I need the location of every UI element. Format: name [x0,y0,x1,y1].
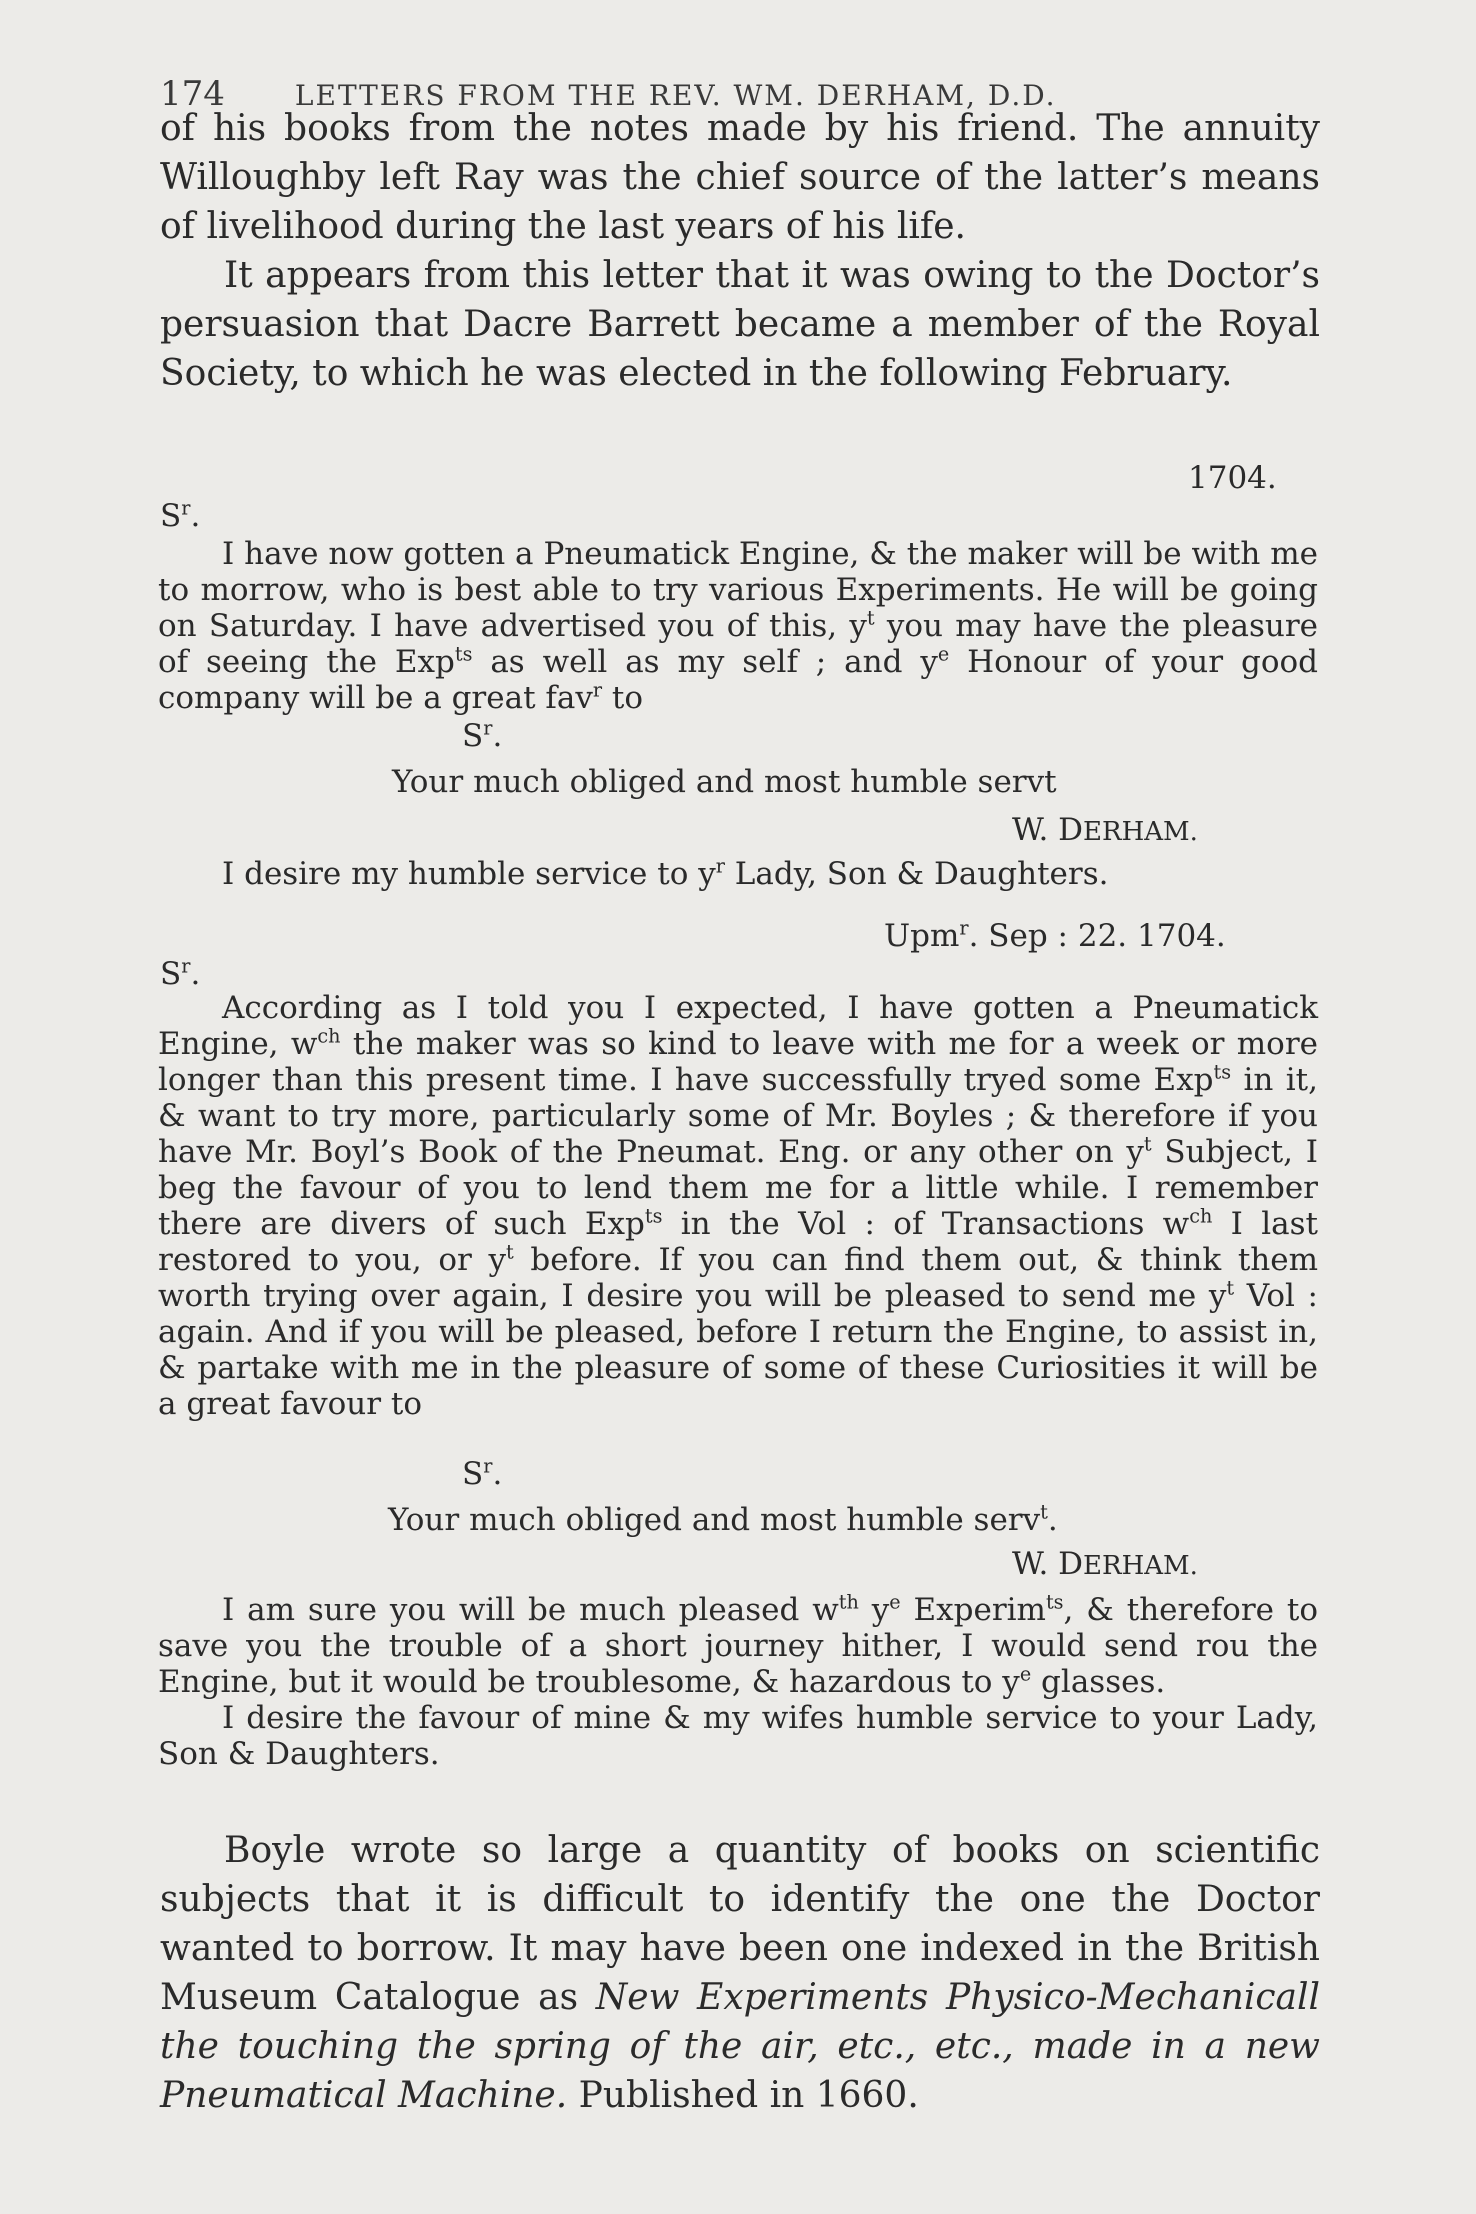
intro-text [160,104,1320,398]
letter2-postscript: I am sure you will be much pleased $w^{th}$ $y^e$ Experim$^{ts}$, & therefore to save you the trouble of a short journey hither, I would send rou the Engine, but it would be troublesome, & hazardous to $y^e$ glasses. I desire the favour of mine & my wifes humble service to your Lady, Son & Daughters. [158,1590,1319,1772]
outro-text: Boyle wrote so large a quantity of books on scientific subjects that it is difficult to identify the one the Doctor wanted to borrow. It may have been one indexed in the British Museum Catalogue as New Experiments Physico-Mechanicall the touching the spring of the air, etc., etc., made in a new Pneumatical Machine. Published in 1660. [160,1830,1321,2116]
letter1-closing: Your much obliged and most humble servt [392,764,1057,800]
book-title: New Experiments Physico-Mechanicall the touching the spring of the air, etc., etc., made in a new Pneumatical Machine. [160,1977,1321,2116]
letter2-signature: W. DERHAM. [1012,1546,1198,1582]
intro-paragraph-1: of his books from the notes made by his friend. The annuity Willoughby left Ray was the chief source of the latter’s means of livelihood during the last years of his life. [160,108,1320,247]
intro-paragraph-2: It appears from this letter that it was owing to the Doctor’s persuasion that Dacre Barrett became a member of the Royal Society, to which he was elected in the following February. [160,255,1320,394]
letter2-closing-sir: $S^r$. [462,1454,503,1492]
running-title: LETTERS FROM THE REV. WM. DERHAM, D.D. [294,79,1057,112]
letter2-date: Upm$^r$. Sep : 22. 1704. [884,916,1226,954]
letter1-date: 1704. [1188,460,1277,496]
letter1-postscript: I desire my humble service to $y^r$ Lady, Son & Daughters. [222,854,1109,892]
letter1-closing-sir: $S^r$. [462,716,503,754]
page-number: 174 [160,74,225,114]
letter2-closing: Your much obliged and most humble serv$^t$. [388,1500,1058,1538]
letter2-salutation: $S^r$. [160,954,201,992]
letter1-body: I have now gotten a Pneumatick Engine, & the maker will be with me to morrow, who is best able to try various Experiments. He will be going on Saturday. I have advertised you of this, $y^t$ you may have the pleasure of seeing the Exp$^{ts}$ as well as my self ; and $y^e$ Honour of your good company will be a great fav$^r$ to [158,536,1318,716]
letter1-salutation: $S^r$. [160,496,201,534]
letter1-signature: W. DERHAM. [1012,812,1198,848]
letter2-body: According as I told you I expected, I have gotten a Pneumatick Engine, $w^{ch}$ the maker was so kind to leave with me for a week or more longer than this present time. I have successfully tryed some Exp$^{ts}$ in it, & want to try more, particularly some of Mr. Boyles ; & therefore if you have Mr. Boyl’s Book of the Pneumat. Eng. or any other on $y^t$ Subject, I beg the favour of you to lend them me for a little while. I remember there are divers of such Exp$^{ts}$ in the Vol : of Transactions $w^{ch}$ I last restored to you, or $y^t$ before. If you can find them out, & think them worth trying over again, I desire you will be pleased to send me $y^t$ Vol : again. And if you will be pleased, before I return the Engine, to assist in, & partake with me in the pleasure of some of these Curiosities it will be a great favour to [158,990,1319,1422]
